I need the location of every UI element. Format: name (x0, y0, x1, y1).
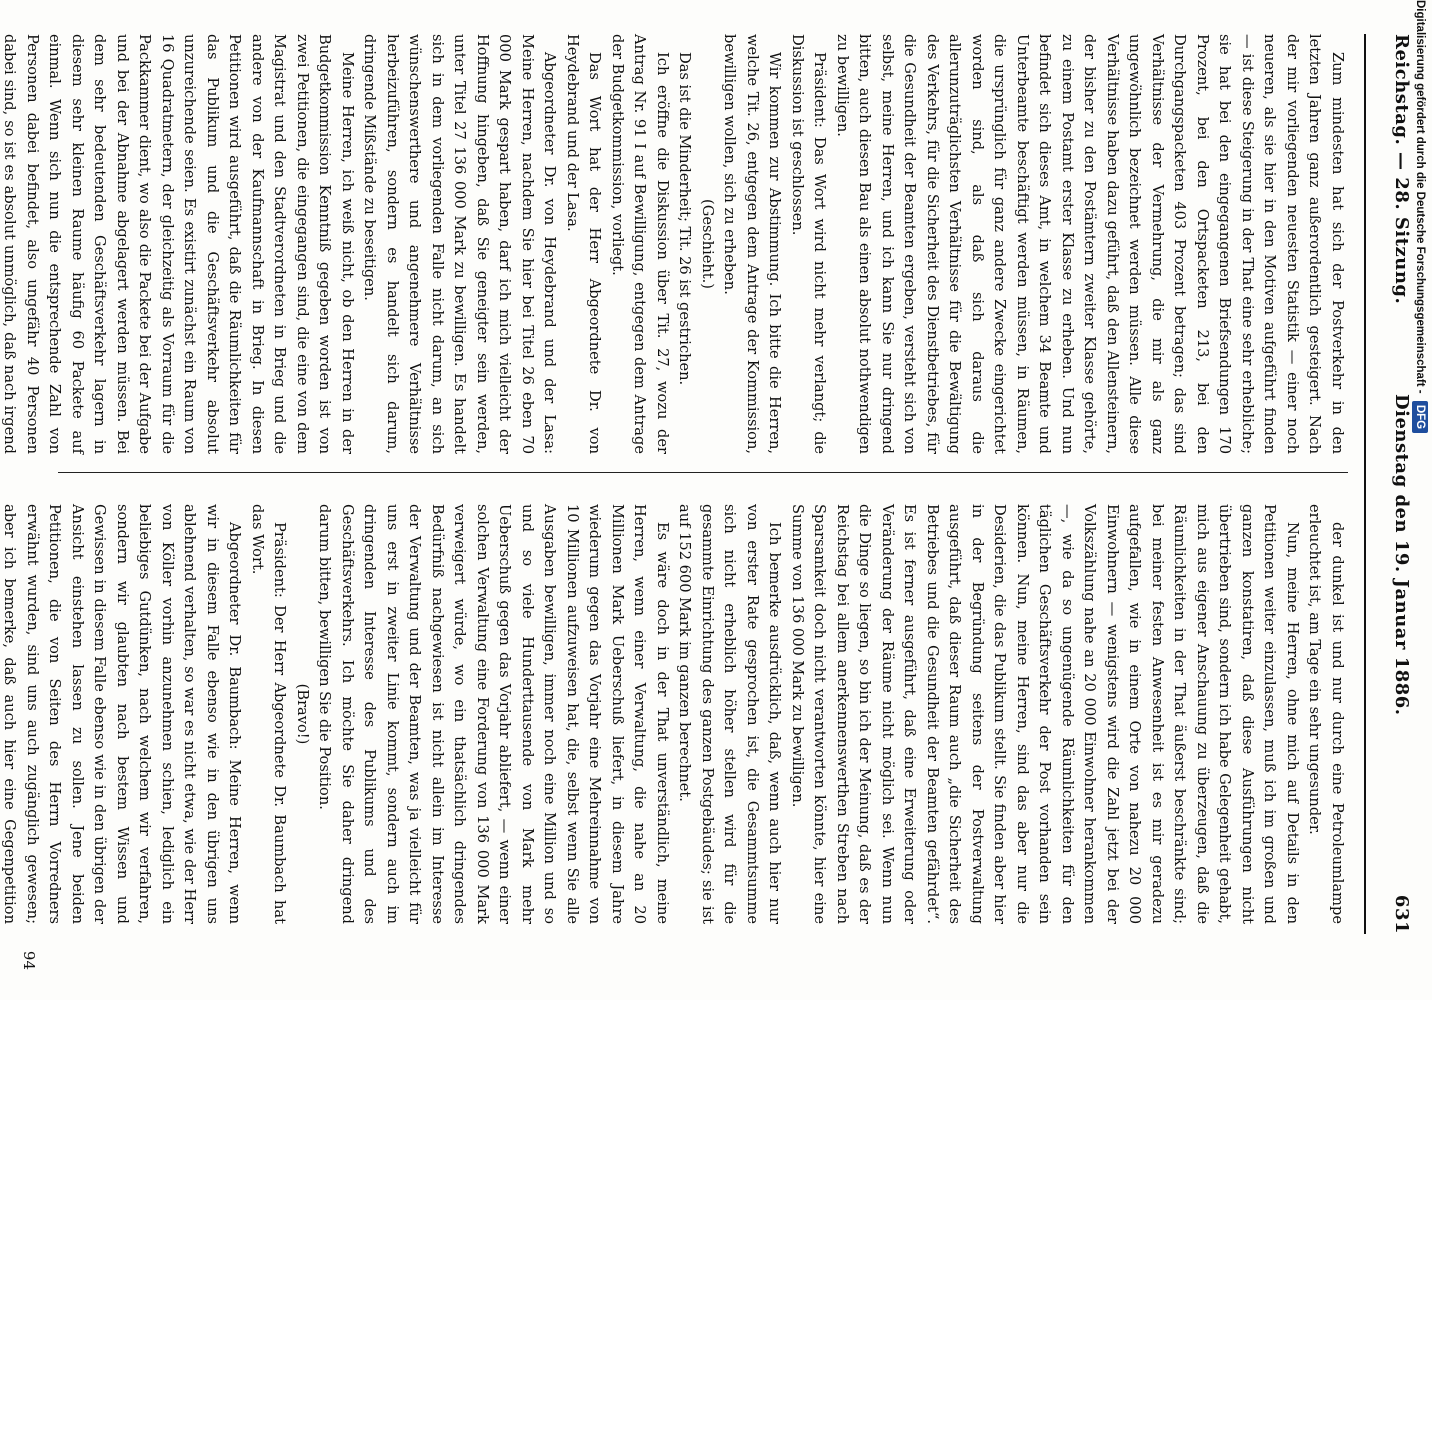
paragraph: Präsident: Der Herr Abgeordnete Dr. Baumbach hat das Wort. (249, 504, 289, 924)
header-left: Reichstag. — 28. Sitzung. (1391, 34, 1412, 305)
signature-mark: 94 (20, 950, 38, 970)
right-column (1, 504, 1348, 924)
dfg-badge: DFG (1412, 401, 1428, 433)
watermark-text: Digitalisierung gefördert durch die Deutsche Forschungsgemeinschaft - (1414, 0, 1426, 394)
header-date: Dienstag den 19. Januar 1886. (1391, 394, 1412, 716)
paragraph: Nun, meine Herren, ohne mich auf Details in den Petitionen weiter einzulassen, muß ich im großen und ganzen konstatiren, daß diese Ausführungen nicht übertrieben sind, sondern ich habe Gelegenheit gehabt, mich aus eigener Anschauung zu überzeugen, daß die Räumlichkeiten in der That äußerst beschränkte sind; bei meiner festen Anwesenheit ist es mir geradezu aufgefallen, wie in einem Orte von nahezu 20 000 Einwohnern — wenigstens wird die Zahl jetzt bei der Volkszählung nahe an 20 000 Einwohner herankommen —, wie da so ungenügende Räumlichkeiten für den täglichen Geschäftsverkehr der Post vorhanden sein können. Nun, meine Herren, sind das aber nur die Desiderien, die das Publikum stellt. Sie finden aber hier in der Begründung seitens der Postverwaltung ausgeführt, daß dieser Raum auch „die Sicherheit des Betriebes und die Gesundheit der Beamten gefährdet“. Es ist ferner ausgeführt, daß eine Erweiterung oder Veränderung der Räume nicht möglich sei. Wenn nun die Dinge so liegen, so bin ich der Meinung, daß es der Reichstag bei allem anerkennenswerthen Streben nach Sparsamkeit doch nicht verantworten könnte, hier eine Summe von 136 000 Mark zu bewilligen. (789, 504, 1301, 924)
paragraph: (Bravo!) (294, 683, 311, 745)
paragraph: Abgeordneter Dr. von Heydebrand und der Lasa: Meine Herren, nachdem Sie hier bei Titel 26 eben 70 000 Mark gespart haben, darf ich mich vielleicht der Hoffnung hingeben, daß Sie geneigter sein werden, unter Titel 27 136 000 Mark zu bewilligen. Es handelt sich in dem vorliegenden Falle nicht darum, an sich wünschenswerthere und angenehmere Verhältnisse herbeizuführen, sondern es handelt sich darum, dringende Mißstände zu beseitigen. (361, 34, 559, 454)
paragraph: Das Wort hat der Herr Abgeordnete Dr. von Heydebrand und der Lasa. (564, 34, 604, 454)
paragraph: der dunkel ist und nur durch eine Petroleumlampe erleuchtet ist, am Tage ein sehr ungesunder. (1306, 504, 1346, 924)
page-number: 631 (1391, 894, 1412, 934)
paragraph: Ich eröffne die Diskussion über Tit. 27, wozu der Antrag Nr. 91 I auf Bewilligung, entgegen dem Antrage der Budgetkommission, vorliegt. (609, 34, 671, 454)
left-column (1, 34, 1348, 454)
column-divider (58, 472, 1348, 473)
paragraph: (Geschieht.) (699, 199, 716, 289)
paragraph: Abgeordneter Dr. Baumbach: Meine Herren, wenn wir in diesem Falle ebenso wie in den übrigen uns ablehnend verhalten, so war es nicht etwa, wie der Herr von Köller vorhin anzunehmen schien, lediglich ein beliebiges Gutdünken, nach welchem wir verfahren, sondern wir glaubten nach bestem Wissen und Gewissen in diesem Falle ebenso wie in den übrigen der Ansicht einstehen lassen zu sollen. Jene beiden Petitionen, die von Seiten des Herrn Vorredners erwähnt wurden, sind uns auch zugänglich gewesen; aber ich bemerke, daß auch hier eine Gegenpetition (1, 504, 244, 924)
paragraph: Ich bemerke ausdrücklich, daß, wenn auch hier nur von erster Rate gesprochen ist, die Gesammtsumme sich nicht erheblich höher stellen wird für die gesammte Einrichtung des ganzen Postgebäudes; sie ist auf 152 600 Mark im ganzen berechnet. (676, 504, 784, 924)
paragraph: Wir kommen zur Abstimmung. Ich bitte die Herren, welche Tit. 26, entgegen dem Antrage der Kommission, bewilligen wollen, sich zu erheben. (721, 34, 784, 454)
paragraph: Das ist die Minderheit; Tit. 26 ist gestrichen. (676, 52, 694, 386)
paragraph: Meine Herren, ich weiß nicht, ob den Herren in der Budgetkommission Kenntniß gegeben worden ist von zwei Petitionen, die eingegangen sind, die eine von dem Magistrat und den Stadtverordneten in Brieg und die andere von der Kaufmannschaft in Brieg. In diesen Petitionen wird ausgeführt, daß die Räumlichkeiten für das Publikum und die Geschäftsverkehr absolut unzureichende seien. Es existirt zunächst ein Raum von 16 Quadratmetern, der gleichzeitig als Vorraum für die Packkammer dient, wo also die Packete bei der Aufgabe und bei der Abnahme abgelagert werden müssen. Bei dem sehr bedeutenden Geschäftsverkehr lagern in diesem sehr kleinen Raume häufig 60 Packete auf einmal. Wenn sich nun die entsprechende Zahl von Personen dabei befindet, also ungefähr 40 Personen dabei sind, so ist es absolut unmöglich, daß nach irgend (1, 34, 356, 454)
paragraph: Es wäre doch in der That unverständlich, meine Herren, wenn einer Verwaltung, die nahe an 20 Millionen Mark Ueberschuß liefert, in diesem Jahre wiederum gegen das Vorjahr eine Mehreinnahme von 10 Millionen aufzuweisen hat, die, selbst wenn Sie alle Ausgaben bewilligen, immer noch eine Million und so und so viele Hunderttausende von Mark mehr Ueberschuß gegen das Vorjahr abliefert, — wenn einer solchen Verwaltung eine Forderung von 136 000 Mark verweigert würde, wo ein thatsächlich dringendes Bedürfniß nachgewiesen ist nicht allein im Interesse der Verwaltung und der Beamten, was ja vielleicht für uns erst in zweiter Linie kommt, sondern auch im dringenden Interesse des Publikums und des Geschäftsverkehrs. Ich möchte Sie daher dringend darum bitten, bewilligen Sie die Position. (316, 504, 671, 924)
paragraph: Zum mindesten hat sich der Postverkehr in den letzten Jahren ganz außerordentlich gesteigert. Nach der mir vorliegenden neuesten Statistik — einer noch neueren, als sie hier in den Motiven aufgeführt finden — ist diese Steigerung in der That eine sehr erhebliche; sie hat bei den eingegangenen Briefsendungen 170 Prozent, bei den Ortspacketen 213, bei den Durchgangspacketen 403 Prozent betragen; das sind Verhältnisse der Vermehrung, die mir als ganz ungewöhnlich bezeichnet werden müssen. Alle diese Verhältnisse haben dazu geführt, daß den Allensteinern, der bisher zu den Postämtern zweiter Klasse gehörte, zu einem Postamt erster Klasse zu erheben. Und nun befindet sich dieses Amt, in welchem 34 Beamte und Unterbeamte beschäftigt werden müssen, in Räumen, die ursprünglich für ganz andere Zwecke eingerichtet worden sind, als daß sich daraus die allerunzuträglichsten Verhältnisse für die Bewältigung des Verkehrs, für die Sicherheit des Dienstbetriebes, für die Gesundheit der Beamten ergeben, versteht sich von selbst, meine Herren, und ich kann Sie nur dringend bitten, auch diesen Bau als einen absolut nothwendigen zu bewilligen. (834, 34, 1346, 454)
dfg-watermark (1408, 0, 1430, 1000)
paragraph: Präsident: Das Wort wird nicht mehr verlangt; die Diskussion ist geschlossen. (789, 34, 829, 454)
